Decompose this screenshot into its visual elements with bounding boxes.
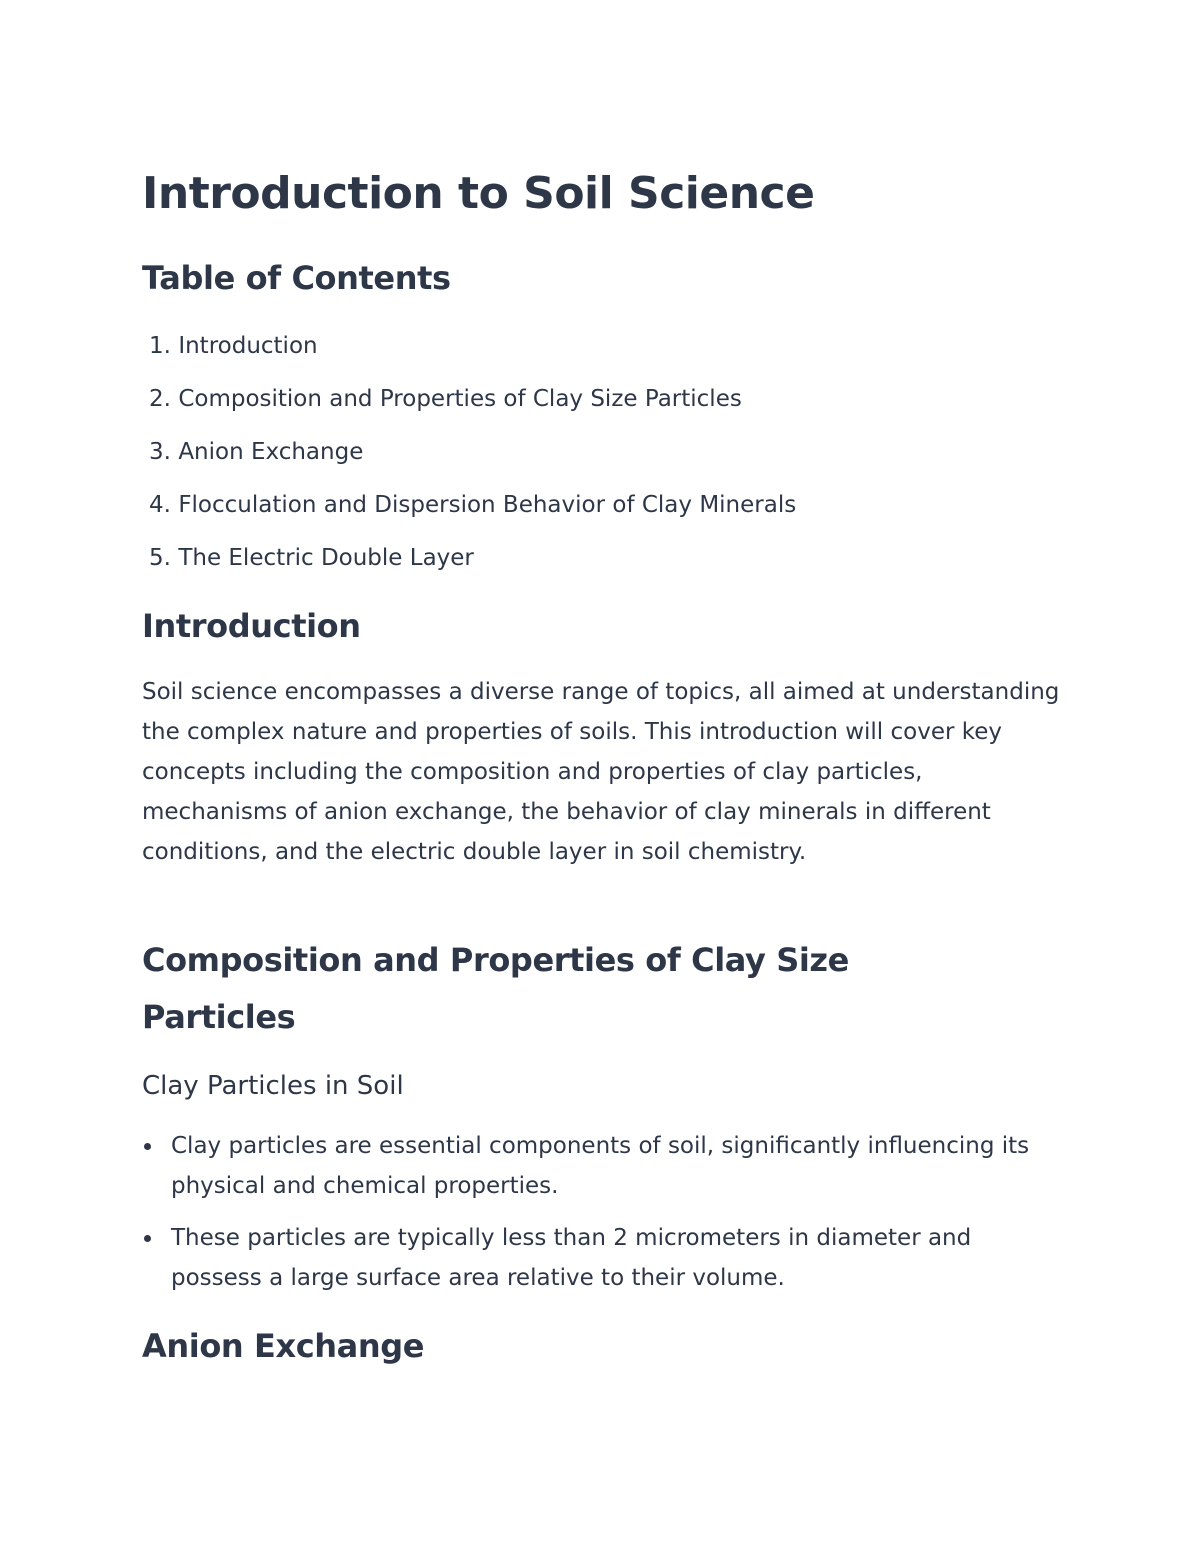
list-item bbox=[142, 1218, 1062, 1298]
toc-item-number: 2. bbox=[149, 386, 171, 412]
toc-item bbox=[142, 328, 796, 381]
bullet-icon bbox=[144, 1143, 151, 1150]
introduction-heading: Introduction bbox=[142, 607, 361, 645]
clay-bullet-list bbox=[142, 1126, 1062, 1310]
introduction-paragraph: Soil science encompasses a diverse range of topics, all aimed at understanding the complex nature and properties of soils. This introduction will cover key concepts including the composition and properties of clay particles, mechanisms of anion exchange, the behavior of clay minerals in different conditions, and the electric double layer in soil chemistry. bbox=[142, 679, 1060, 865]
toc-item-label: Introduction bbox=[178, 333, 318, 359]
toc-item-number: 5. bbox=[149, 545, 171, 571]
toc-item-number: 4. bbox=[149, 492, 171, 518]
list-item-text: These particles are typically less than 2 micrometers in diameter and possess a large surface area relative to their volume. bbox=[171, 1225, 972, 1291]
clay-subheading: Clay Particles in Soil bbox=[142, 1071, 404, 1101]
toc-item-number: 1. bbox=[149, 333, 171, 359]
table-of-contents bbox=[142, 328, 796, 593]
toc-item bbox=[142, 434, 796, 487]
list-item-text: Clay particles are essential components of soil, significantly influencing its physical and chemical properties. bbox=[171, 1133, 1030, 1199]
toc-item-label: Flocculation and Dispersion Behavior of Clay Minerals bbox=[178, 492, 797, 518]
toc-item-number: 3. bbox=[149, 439, 171, 465]
clay-heading-line1: Composition and Properties of Clay Size bbox=[142, 941, 849, 979]
toc-heading: Table of Contents bbox=[142, 259, 451, 297]
clay-heading-line2: Particles bbox=[142, 998, 296, 1036]
toc-item-label: Composition and Properties of Clay Size Particles bbox=[178, 386, 742, 412]
toc-item-label: The Electric Double Layer bbox=[178, 545, 474, 571]
toc-item-label: Anion Exchange bbox=[178, 439, 364, 465]
toc-item bbox=[142, 487, 796, 540]
list-item bbox=[142, 1126, 1062, 1206]
anion-exchange-heading: Anion Exchange bbox=[142, 1327, 425, 1365]
bullet-icon bbox=[144, 1235, 151, 1242]
toc-item bbox=[142, 381, 796, 434]
toc-item bbox=[142, 540, 796, 593]
document-title: Introduction to Soil Science bbox=[142, 168, 815, 219]
